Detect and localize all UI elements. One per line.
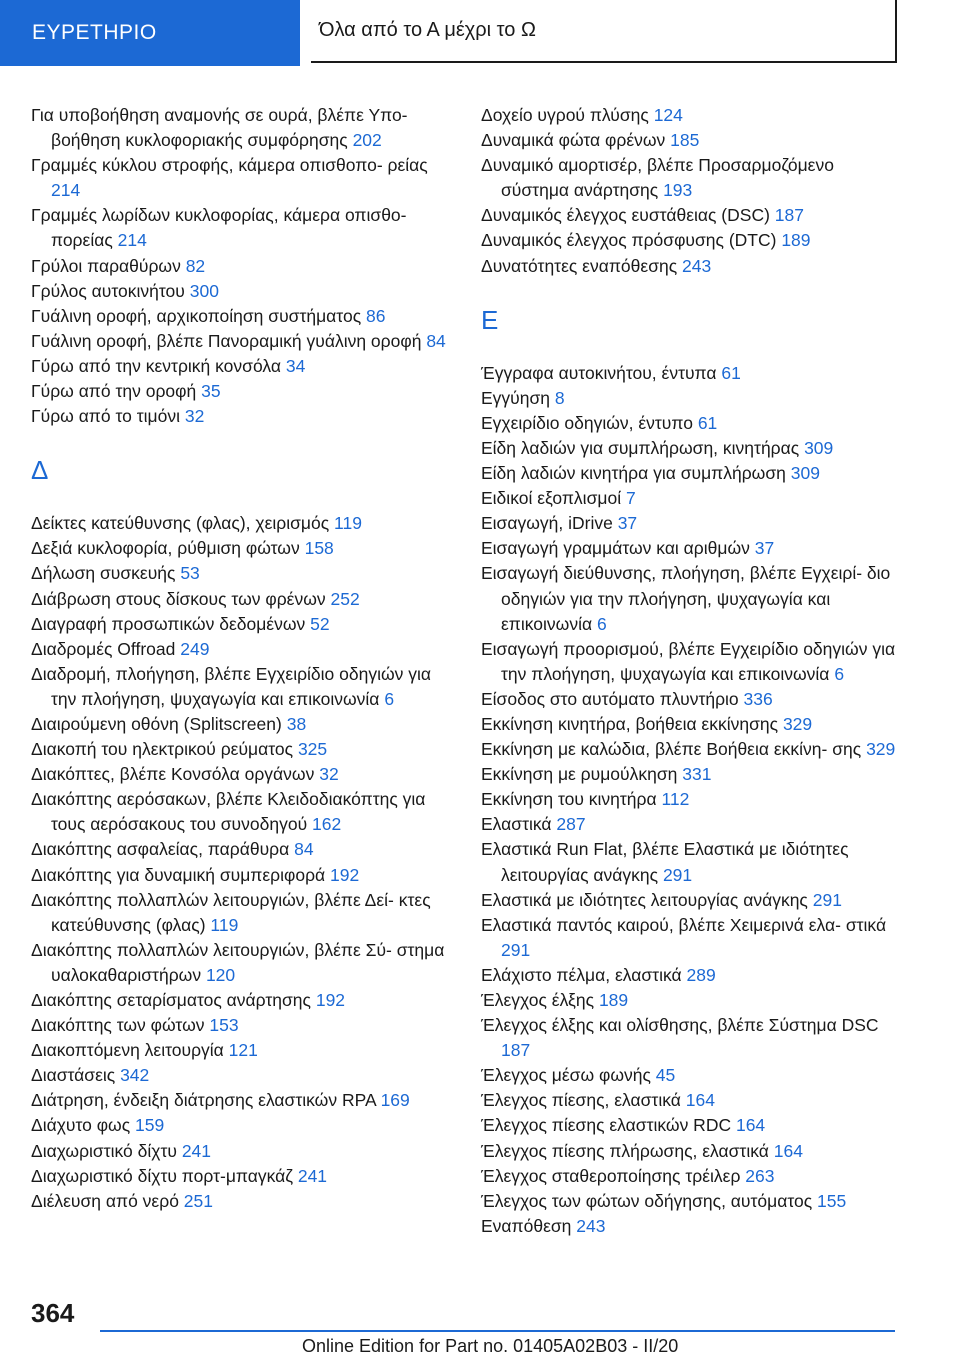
entry-text: Έλεγχος έλξης [481,990,595,1010]
entry-text: Εγγύηση [481,387,551,408]
index-entry [481,254,901,279]
index-entry [481,913,901,963]
entry-text: Έλεγχος πίεσης ελαστικών RDC [481,1115,732,1136]
page-link[interactable]: 84 [426,330,446,351]
entry-text: Διάβρωση στους δίσκους των φρένων [31,588,326,609]
page-link[interactable]: 287 [556,814,586,835]
entry-text: Έλεγχος πίεσης, ελαστικά [481,1090,681,1111]
page-link[interactable]: 193 [663,180,693,201]
entry-text: Δυναμικός έλεγχος πρόσφυσης (DTC) [481,230,777,251]
entry-text: Εισαγωγή, iDrive [481,513,613,534]
entry-text: Έλεγχος πίεσης πλήρωσης, ελαστικά [481,1140,769,1161]
entry-text: Ελαστικά παντός καιρού, βλέπε Χειμερινά ελα- στικά [481,914,887,935]
index-entry [481,787,901,812]
entry-text: Εκκίνηση με ρυμούλκηση [481,764,678,785]
index-entry [481,687,901,712]
page-link[interactable]: 291 [662,864,693,885]
page-link[interactable]: 331 [682,764,712,785]
index-entry [31,637,451,662]
index-entry [481,228,901,253]
index-entry [481,536,901,561]
entry-text: Διακοπτόμενη λειτουργία [31,1040,224,1061]
entry-text: Δυναμικός έλεγχος ευστάθειας (DSC) [481,205,770,226]
page-link[interactable]: 155 [817,1190,847,1211]
page-link[interactable]: 192 [315,990,346,1010]
page-link[interactable]: 169 [380,1090,410,1111]
page-link[interactable]: 159 [135,1115,165,1136]
page-link[interactable]: 45 [655,1065,676,1086]
entry-text: Εναπόθεση [481,1215,572,1236]
page-link[interactable]: 35 [201,381,221,402]
index-entry [481,436,901,461]
index-entry [31,888,451,938]
entry-text: Δυνατότητες εναπόθεσης [481,255,678,276]
page-link[interactable]: 325 [297,739,328,760]
entry-text: Εισαγωγή γραμμάτων και αριθμών [481,538,750,559]
page-link[interactable]: 192 [330,864,360,885]
page-link[interactable]: 119 [210,914,239,935]
page-link[interactable]: 120 [205,964,236,985]
entry-text: Διέλευση από νερό [31,1190,179,1211]
page-link[interactable]: 251 [183,1190,213,1211]
page-link[interactable]: 82 [185,255,206,276]
entry-text: Είδη λαδιών κινητήρα για συμπλήρωση [481,463,786,484]
entry-text: Εκκίνηση του κινητήρα [481,789,657,810]
entry-text: Γραμμές κύκλου στροφής, κάμερα οπισθοπο- ρείας [31,155,428,176]
index-entry [481,988,901,1013]
index-entry [31,712,451,737]
entry-text: Έγγραφα αυτοκινήτου, έντυπα [481,362,717,383]
entry-text: Γύρω από το τιμόνι [31,406,180,427]
entry-text: Δήλωση συσκευής [31,563,176,584]
index-entry [481,712,901,737]
page-link[interactable]: 263 [745,1165,775,1186]
index-entry [481,1139,901,1164]
index-entry [31,787,451,837]
index-entry [31,1013,451,1038]
entry-text: Γρύλοι παραθύρων [31,255,181,276]
index-entry [31,203,451,253]
index-entry [481,203,901,228]
entry-text: Για υποβοήθηση αναμονής σε ουρά, βλέπε Υπο- βοήθηση κυκλοφοριακής συμφόρησης [31,105,408,151]
index-entry [481,963,901,988]
index-entry [31,279,451,304]
edition-text: Online Edition for Part no. 01405A02B03 - II/20 [302,1336,679,1356]
page-link[interactable]: 164 [685,1090,715,1111]
index-entry [481,1189,901,1214]
entry-text: Γυάλινη οροφή, αρχικοποίηση συστήματος [31,305,362,326]
page-link[interactable]: 7 [625,488,636,509]
index-entry [31,304,451,329]
page-link[interactable]: 342 [120,1065,150,1086]
entry-text: Διάτρηση, ένδειξη διάτρησης ελαστικών RPA [31,1090,376,1111]
page-link[interactable]: 202 [352,130,382,151]
entry-text: Ελαστικά με ιδιότητες λειτουργίας ανάγκης [481,889,808,910]
index-entry [481,637,901,687]
entry-text: Γύρω από την κεντρική κονσόλα [31,355,281,376]
page-link[interactable]: 34 [285,355,306,376]
page-link[interactable]: 164 [735,1115,766,1136]
page-link[interactable]: 61 [721,362,741,383]
tab-all-a-to-z[interactable]: Όλα από το Α μέχρι το Ω [311,0,897,63]
page-link[interactable]: 336 [743,688,773,709]
index-entry [481,812,901,837]
page-header [0,0,960,66]
entry-text: Διαδρομή, πλοήγηση, βλέπε Εγχειρίδιο οδηγιών για την πλοήγηση, ψυχαγωγία και επικοινωνία [31,663,432,709]
entry-text: Διάχυτο φως [31,1115,131,1136]
page-link[interactable]: 241 [181,1140,212,1161]
index-entry [481,737,901,762]
page-link[interactable]: 300 [189,280,219,301]
index-entry [31,153,451,203]
entry-text: Διακόπτης πολλαπλών λειτουργιών, βλέπε Σύ- στημα υαλοκαθαριστήρων [31,939,445,985]
entry-text: Έλεγχος έλξης και ολίσθησης, βλέπε Σύστημα DSC [481,1015,879,1036]
index-entry [481,361,901,386]
page-link[interactable]: 309 [790,463,820,484]
index-entry [31,587,451,612]
entry-text: Δείκτες κατεύθυνσης (φλας), χειρισμός [31,513,330,534]
entry-text: Εισαγωγή προορισμού, βλέπε Εγχειρίδιο οδηγιών για την πλοήγηση, ψυχαγωγία και επικοινωνία [481,638,896,684]
index-entry [31,329,451,354]
entry-text: Εγχειρίδιο οδηγιών, έντυπο [481,412,693,433]
index-entry [31,561,451,586]
index-column-left [31,103,451,1214]
page-link[interactable]: 291 [812,889,842,910]
index-entry [31,762,451,787]
page-link[interactable]: 124 [653,105,683,125]
index-entry [481,103,901,128]
index-entry [31,379,451,404]
index-entry [481,1063,901,1088]
index-entry [31,737,451,762]
entry-text: Δυναμικά φώτα φρένων [481,130,666,151]
index-entry [481,1013,901,1063]
index-entry [481,153,901,203]
index-entry [31,938,451,988]
index-entry [31,1189,451,1214]
page-link[interactable]: 112 [661,789,690,810]
page-link[interactable]: 329 [782,713,813,734]
page-link[interactable]: 214 [51,180,81,201]
entry-text: Διακόπτης αερόσακων, βλέπε Κλειδοδιακόπτης για τους αερόσακους του συνοδηγού [31,789,426,835]
page-link[interactable]: 185 [670,130,700,151]
entry-text: Έλεγχος μέσω φωνής [481,1065,651,1086]
index-entry [31,1139,451,1164]
entry-text: Διακόπτης σεταρίσματος ανάρτησης [31,990,311,1010]
index-entry [31,404,451,429]
entry-text: Γραμμές λωρίδων κυκλοφορίας, κάμερα οπισθο- πορείας [31,205,407,251]
page-link[interactable]: 52 [310,613,330,634]
page-link[interactable]: 289 [686,964,716,985]
page-link[interactable]: 61 [697,412,718,433]
entry-text: Γύρω από την οροφή [31,381,197,402]
entry-text: Εκκίνηση με καλώδια, βλέπε Βοήθεια εκκίνη- σης [481,739,862,760]
section-letter: Ε [481,304,499,335]
page-link[interactable]: 37 [617,513,638,534]
index-entry [31,536,451,561]
footer-divider [100,1330,895,1332]
entry-text: Ελαστικά Run Flat, βλέπε Ελαστικά με ιδιότητες λειτουργίας ανάγκης [481,839,849,885]
index-entry [31,863,451,888]
page-link[interactable]: 243 [576,1215,606,1236]
index-entry [481,386,901,411]
page-link[interactable]: 249 [180,638,210,659]
index-entry [481,561,901,636]
page-link[interactable]: 32 [184,406,205,427]
entry-text: Γυάλινη οροφή, βλέπε Πανοραμική γυάλινη οροφή [31,330,422,351]
page-link[interactable]: 6 [596,613,607,634]
index-entry [31,1113,451,1138]
page-link[interactable]: 187 [774,205,804,226]
page-link[interactable]: 189 [781,230,811,251]
entry-text: Έλεγχος των φώτων οδήγησης, αυτόματος [481,1190,813,1211]
entry-text: Διακόπτες, βλέπε Κονσόλα οργάνων [31,764,315,785]
index-column-right [481,103,901,1239]
index-entry [31,1164,451,1189]
entry-text: Διακόπτης πολλαπλών λειτουργιών, βλέπε Δεί- κτες κατεύθυνσης (φλας) [31,889,431,935]
page-link[interactable]: 291 [501,939,531,960]
page-link[interactable]: 158 [304,538,334,559]
page-link[interactable]: 53 [180,563,200,584]
entry-text: Εισαγωγή διεύθυνσης, πλοήγηση, βλέπε Εγχειρί- διο οδηγιών για την πλοήγηση, ψυχαγωγία και επικοινωνία [481,563,891,634]
page-link[interactable]: 121 [228,1040,258,1061]
entry-text: Διαιρούμενη οθόνη (Splitscreen) [31,713,282,734]
page-link[interactable]: 86 [366,305,386,326]
index-entry [31,988,451,1013]
page-link[interactable]: 84 [294,839,314,860]
entry-text: Εκκίνηση κινητήρα, βοήθεια εκκίνησης [481,713,779,734]
entry-text: Διακόπτης για δυναμική συμπεριφορά [31,864,326,885]
entry-text: Δεξιά κυκλοφορία, ρύθμιση φώτων [31,538,300,559]
page-link[interactable]: 153 [209,1015,239,1036]
index-entry [31,1088,451,1113]
page-link[interactable]: 243 [682,255,712,276]
entry-text: Έλεγχος σταθεροποίησης τρέιλερ [481,1165,741,1186]
page-link[interactable]: 6 [384,688,395,709]
index-entry [481,1214,901,1239]
entry-text: Διακόπτης των φώτων [31,1015,205,1036]
entry-text: Ειδικοί εξοπλισμοί [481,488,622,509]
entry-text: Διακόπτης ασφαλείας, παράθυρα [31,839,290,860]
index-entry [481,888,901,913]
index-entry [31,1038,451,1063]
entry-text: Διαγραφή προσωπικών δεδομένων [31,613,306,634]
index-entry [31,511,451,536]
index-entry [31,103,451,153]
index-entry [481,837,901,887]
page-link[interactable]: 187 [501,1040,531,1061]
page-link[interactable]: 119 [334,513,362,534]
entry-text: Διαχωριστικό δίχτυ πορτ-μπαγκάζ [31,1165,293,1186]
page-link[interactable]: 37 [754,538,775,559]
index-entry [481,128,901,153]
page-link[interactable]: 8 [554,387,565,408]
page-link[interactable]: 32 [319,764,339,785]
index-entry [31,612,451,637]
entry-text: Ελάχιστο πέλμα, ελαστικά [481,964,682,985]
index-entry [481,1164,901,1189]
index-entry [481,461,901,486]
page-number: 364 [31,1298,75,1328]
entry-text: Διακοπή του ηλεκτρικού ρεύματος [31,739,294,760]
index-entry [31,1063,451,1088]
page-link[interactable]: 189 [598,990,629,1010]
index-entry [31,354,451,379]
entry-text: Διαχωριστικό δίχτυ [31,1140,177,1161]
page-link[interactable]: 329 [866,739,896,760]
page-link[interactable]: 38 [286,713,307,734]
page-link[interactable]: 309 [804,437,834,458]
index-entry [481,411,901,436]
entry-text: Ελαστικά [481,814,552,835]
page-link[interactable]: 162 [312,814,342,835]
index-entry [481,1113,901,1138]
index-entry [31,837,451,862]
index-entry [481,762,901,787]
page-link[interactable]: 252 [330,588,360,609]
entry-text: Είσοδος στο αυτόματο πλυντήριο [481,688,739,709]
entry-text: Γρύλος αυτοκινήτου [31,280,185,301]
entry-text: Διαστάσεις [31,1065,116,1086]
page-link[interactable]: 6 [834,663,845,684]
page-link[interactable]: 241 [297,1165,328,1186]
page-link[interactable]: 164 [773,1140,803,1161]
entry-text: Είδη λαδιών για συμπλήρωση, κινητήρας [481,437,800,458]
entry-text: Δοχείο υγρού πλύσης [481,105,649,125]
tab-index[interactable]: ΕΥΡΕΤΗΡΙΟ [0,0,300,66]
index-entry [481,1088,901,1113]
index-entry [481,511,901,536]
section-letter: Δ [31,455,49,486]
index-entry [31,254,451,279]
entry-text: Διαδρομές Offroad [31,638,176,659]
index-entry [31,662,451,712]
index-entry [481,486,901,511]
entry-text: Δυναμικό αμορτισέρ, βλέπε Προσαρμοζόμενο σύστημα ανάρτησης [481,155,834,201]
page-link[interactable]: 214 [117,230,147,251]
